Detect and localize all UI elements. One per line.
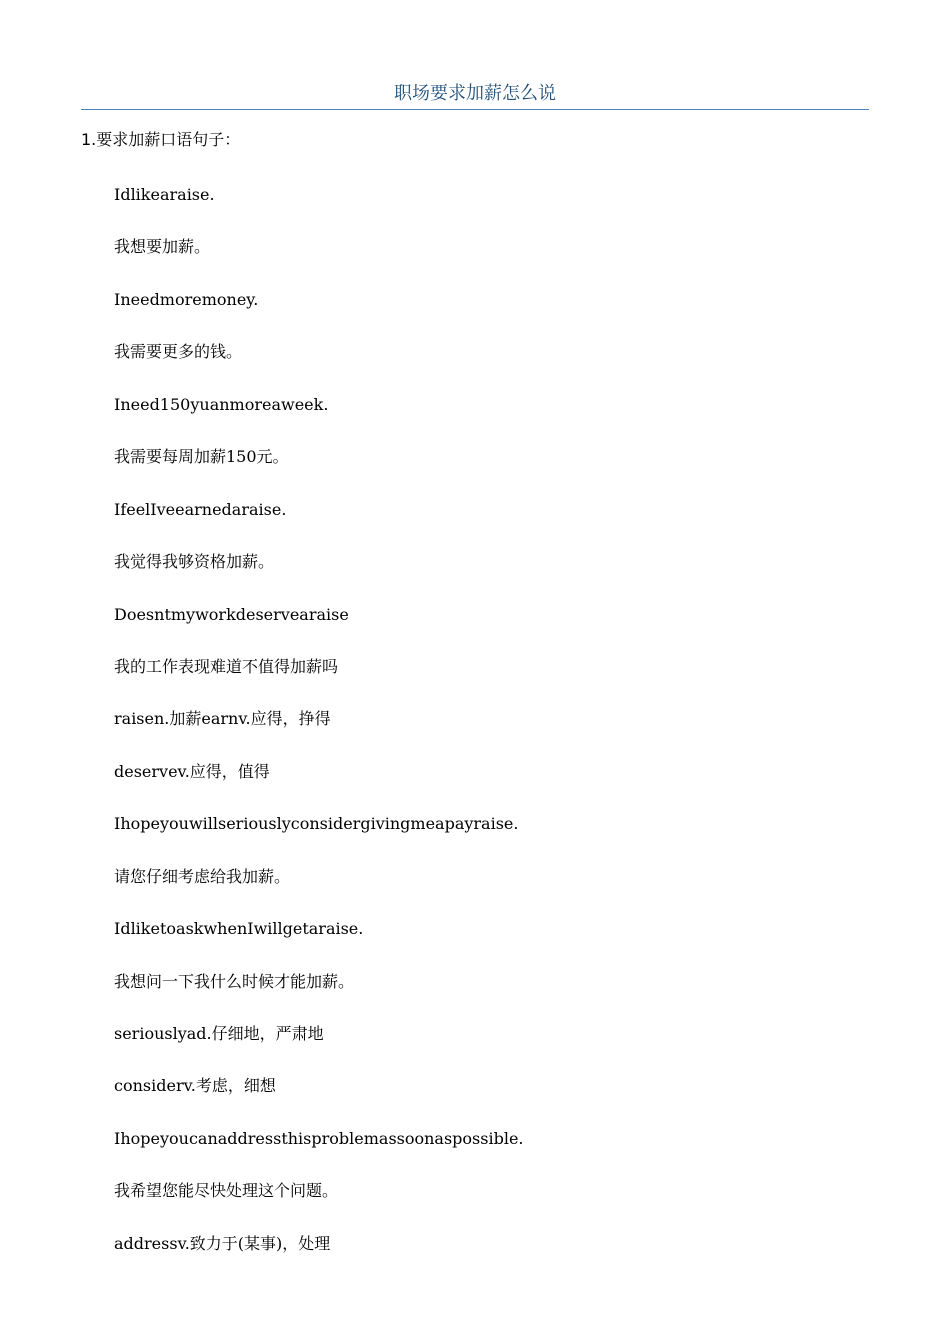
text-line: considerv.考虑，细想 xyxy=(114,1076,276,1096)
sentence-list xyxy=(114,183,524,1284)
text-line: Doesntmyworkdeservearaise xyxy=(114,604,349,624)
text-line: 我想问一下我什么时候才能加薪。 xyxy=(114,971,355,991)
section-heading: 1.要求加薪口语句子： xyxy=(81,130,241,149)
text-line: addressv.致力于(某事)，处理 xyxy=(114,1233,331,1253)
text-line: Idlikearaise. xyxy=(114,185,215,204)
text-line: 我需要每周加薪150元。 xyxy=(114,447,289,467)
title-underline-divider xyxy=(81,109,869,110)
document-title: 职场要求加薪怎么说 xyxy=(394,83,556,104)
text-line: IfeelIveearnedaraise. xyxy=(114,499,287,519)
text-line: 我需要更多的钱。 xyxy=(114,342,243,362)
text-line: seriouslyad.仔细地，严肃地 xyxy=(114,1024,324,1043)
text-line: Ineed150yuanmoreaweek. xyxy=(114,394,329,414)
text-line: Ineedmoremoney. xyxy=(114,289,259,309)
text-line: Ihopeyoucanaddressthisproblemassoonaspossible. xyxy=(114,1128,524,1148)
text-line: 请您仔细考虑给我加薪。 xyxy=(114,866,291,886)
text-line: Ihopeyouwillseriouslyconsidergivingmeapayraise. xyxy=(114,814,519,834)
text-line: 我的工作表现难道不值得加薪吗 xyxy=(114,656,339,676)
text-line: deservev.应得，值得 xyxy=(114,761,270,781)
text-line: raisen.加薪earnv.应得，挣得 xyxy=(114,709,331,729)
text-line: 我想要加薪。 xyxy=(114,237,211,257)
text-line: 我觉得我够资格加薪。 xyxy=(114,552,275,572)
text-line: IdliketoaskwhenIwillgetaraise. xyxy=(114,919,364,939)
text-line: 我希望您能尽快处理这个问题。 xyxy=(114,1181,339,1201)
